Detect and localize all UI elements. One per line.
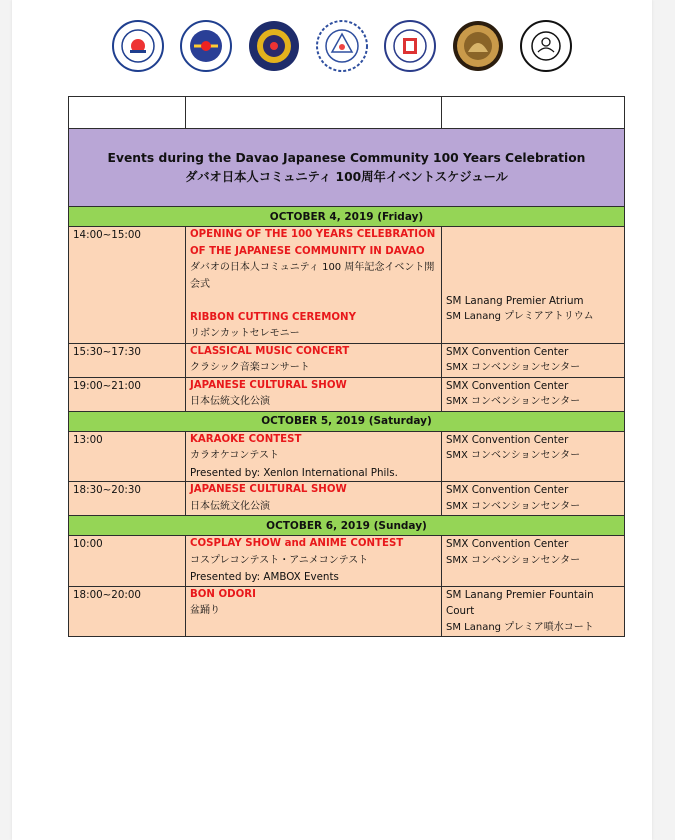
venue-name: SM Lanang Premier Atrium: [446, 294, 584, 307]
davao-japanese-society-seal: [452, 20, 504, 72]
event-venue: [442, 343, 625, 377]
venue-name: SMX Convention Center: [446, 538, 569, 550]
event-time: 19:00~21:00: [69, 377, 186, 411]
blank-cell: [69, 97, 186, 129]
event-title-japanese: ダバオの日本人コミュニティ 100 周年記念イベント開会式: [190, 262, 435, 290]
date-heading: OCTOBER 4, 2019 (Friday): [69, 207, 625, 227]
date-row: [69, 411, 625, 431]
event-venue: [442, 431, 625, 482]
blank-cell: [442, 97, 625, 129]
event-title: COSPLAY SHOW and ANIME CONTEST: [190, 538, 404, 549]
venue-name: SM Lanang Premier Fountain Court: [446, 588, 594, 617]
venue-name: SMX Convention Center: [446, 345, 569, 358]
event-presenter: Presented by: AMBOX Events: [190, 571, 339, 583]
consulate-general-japan-davao-seal: [520, 20, 572, 72]
event-details: [186, 227, 442, 344]
pyn-association-seal: [180, 20, 232, 72]
event-title-japanese: 日本伝統文化公演: [190, 396, 270, 407]
event-title: KARAOKE CONTEST: [190, 433, 302, 445]
blank-cell: [186, 97, 442, 129]
venue-name-japanese: SM Lanang プレミア噴水コート: [446, 621, 594, 633]
event-time: 14:00~15:00: [69, 227, 186, 344]
event-schedule-table: [68, 96, 625, 637]
event-title-japanese: 日本伝統文化公演: [190, 500, 270, 512]
event-time: 18:30~20:30: [69, 482, 186, 516]
title-english: Events during the Davao Japanese Community 100 Years Celebration: [107, 150, 586, 165]
event-row: [69, 482, 625, 516]
event-row: [69, 536, 625, 587]
event-details: [186, 431, 442, 482]
event-title: OPENING OF THE 100 YEARS CELEBRATION OF THE JAPANESE COMMUNITY IN DAVAO: [190, 229, 436, 257]
event-title-japanese: コスプレコンテスト・アニメコンテスト: [190, 554, 369, 566]
venue-name-japanese: SMX コンベンションセンター: [446, 500, 581, 512]
event-title: BON ODORI: [190, 588, 256, 600]
event-details: [186, 586, 442, 637]
event-presenter: Presented by: Xenlon International Phils.: [190, 466, 398, 479]
event-venue: [442, 227, 625, 344]
event-time: 10:00: [69, 536, 186, 587]
date-row: [69, 207, 625, 227]
date-heading: OCTOBER 5, 2019 (Saturday): [69, 411, 625, 431]
event-subtitle: RIBBON CUTTING CEREMONY: [190, 311, 356, 323]
schedule-title: [69, 129, 625, 207]
venue-name-japanese: SMX コンベンションセンター: [446, 554, 581, 566]
event-title: JAPANESE CULTURAL SHOW: [190, 379, 347, 391]
event-row: [69, 343, 625, 377]
event-title-japanese: カラオケコンテスト: [190, 450, 279, 461]
event-venue: [442, 586, 625, 637]
event-time: 15:30~17:30: [69, 343, 186, 377]
philippine-nikkei-jin-kai-seal: [112, 20, 164, 72]
event-row: [69, 586, 625, 637]
venue-name: SMX Convention Center: [446, 484, 569, 496]
event-details: [186, 482, 442, 516]
date-heading: OCTOBER 6, 2019 (Sunday): [69, 516, 625, 536]
logo-strip: [112, 16, 572, 76]
title-japanese: ダバオ日本人コミュニティ 100周年イベントスケジュール: [185, 169, 508, 184]
event-venue: [442, 377, 625, 411]
event-venue: [442, 536, 625, 587]
event-title: JAPANESE CULTURAL SHOW: [190, 484, 347, 495]
date-row: [69, 516, 625, 536]
nikkei-shokai-seal: [248, 20, 300, 72]
event-time: 13:00: [69, 431, 186, 482]
event-title-japanese: 盆踊り: [190, 605, 220, 616]
philippine-nikkei-foundation-seal: [384, 20, 436, 72]
event-row: [69, 377, 625, 411]
event-title: CLASSICAL MUSIC CONCERT: [190, 345, 350, 357]
venue-name-japanese: SMX コンベンションセンター: [446, 362, 581, 373]
event-row: [69, 227, 625, 344]
event-row: [69, 431, 625, 482]
event-venue: [442, 482, 625, 516]
document-page: [12, 0, 652, 840]
event-subtitle-japanese: リボンカットセレモニー: [190, 328, 300, 339]
event-time: 18:00~20:00: [69, 586, 186, 637]
event-title-japanese: クラシック音楽コンサート: [190, 362, 310, 373]
venue-name-japanese: SM Lanang プレミアアトリウム: [446, 311, 594, 322]
blank-header-row: [69, 97, 625, 129]
venue-name: SMX Convention Center: [446, 433, 569, 446]
venue-name-japanese: SMX コンベンションセンター: [446, 450, 581, 461]
mindanao-kokusai-seal: [316, 20, 368, 72]
venue-name-japanese: SMX コンベンションセンター: [446, 396, 581, 407]
event-details: [186, 343, 442, 377]
event-details: [186, 377, 442, 411]
event-details: [186, 536, 442, 587]
title-row: [69, 129, 625, 207]
venue-name: SMX Convention Center: [446, 379, 569, 392]
